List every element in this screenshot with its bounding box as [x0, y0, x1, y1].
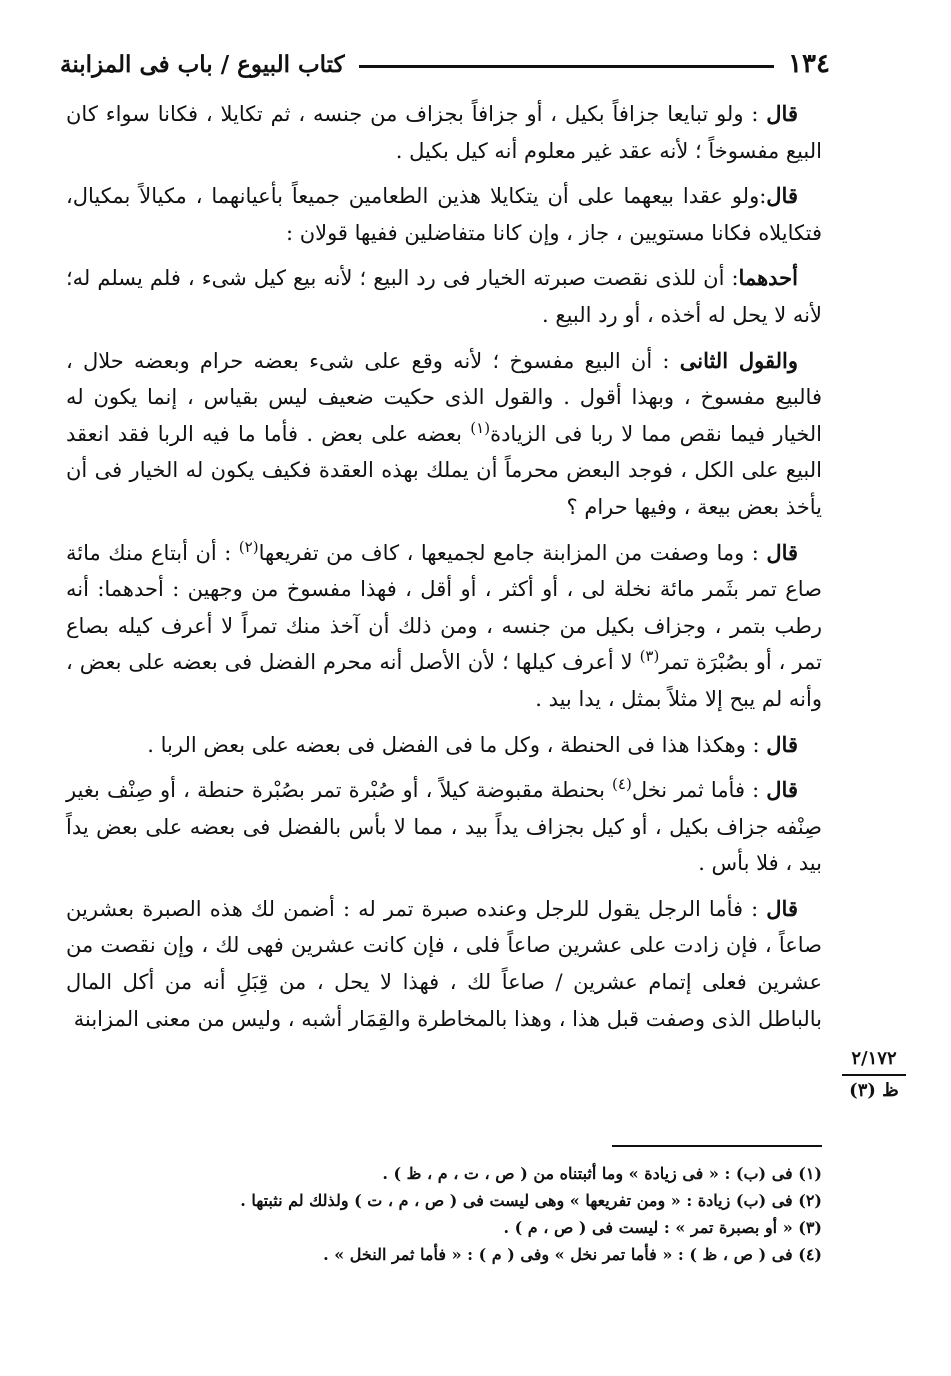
paragraph-text: :ولو عقدا بيعهما على أن يتكايلا هذين الطعامين جميعاً بأعيانهما ، مكيالاً بمكيال، فتكايلاه فكانا مستويين ، جاز ، وإن كانا متفاضلين ففيها قولان : [66, 184, 822, 245]
paragraph-lead: قال [766, 539, 799, 565]
paragraph-lead: قال [766, 183, 798, 209]
paragraph-3 [66, 260, 822, 333]
page-header [60, 44, 830, 84]
paragraph-text: : وما وصفت من المزابنة جامع لجميعها ، كاف من تفريعها [258, 540, 767, 565]
paragraph-lead: قال [766, 777, 798, 803]
paragraph-8 [66, 891, 822, 1037]
footnote-3: (٣) « أو بصبرة تمر » : ليست فى ( ص ، م ) . [503, 1218, 822, 1237]
paragraph-text: : فأما الرجل يقول للرجل وعنده صبرة تمر له : أضمن لك هذه الصبرة بعشرين صاعاً ، فإن زادت على عشرين صاعاً فلى ، فإن كانت عشرين فهى لك ، وإن نقصت من عشرين فعلى إتمام عشرين / صاعاً لك ، فهذا لا يحل ، من قِبَلِ أنه من أكل المال بالباطل الذى وصفت قبل هذا ، وهذا بالمخاطرة والقِمَار أشبه ، وليس من معنى المزابنة [66, 896, 822, 1031]
manuscript-margin-note [842, 1046, 906, 1104]
paragraph-text: : أن أبتاع منك مائة صاع تمر بثَمر مائة نخلة لى ، أو أكثر ، أو أقل ، فهذا مفسوخ من وجهين : أحدهما: أنه رطب بتمر ، وجزاف بكيل من جنسه ، ومن ذلك أن آخذ منك تمراً لا أعرف كيله بصاع تمر ، أو بصُبْرَة تمر [66, 540, 822, 675]
margin-note-folio: ٢/١٧٢ [851, 1048, 897, 1069]
paragraph-text: بحنطة مقبوضة كيلاً ، أو صُبْرة تمر بصُبْرة حنطة ، أو صِنْف بغير صِنْفه جزاف بكيل ، أو كيل بجزاف يداً بيد ، مما لا بأس بالفضل فى بعضه على بعض يداً بيد ، فلا بأس . [66, 778, 822, 876]
paragraph-1 [66, 96, 822, 169]
paragraph-text: : أن البيع مفسوخ ؛ لأنه وقع على شىء بعضه حرام وبعضه حلال ، فالبيع مفسوخ ، وبهذا أقول . والقول الذى حكيت ضعيف ليس بقياس ، إنما يكون له الخيار فيما نقص مما لا ربا فى الزيادة [66, 348, 822, 446]
footnote-ref-2[interactable]: (٢) [238, 537, 259, 556]
margin-note-rule [842, 1074, 906, 1076]
paragraph-text: : ولو تبايعا جزافاً بكيل ، أو جزافاً بجزاف من جنسه ، ثم تكايلا ، فكانا سواء كان البيع مفسوخاً ؛ لأنه عقد غير معلوم أنه كيل بكيل . [66, 102, 822, 163]
paragraph-7 [66, 772, 822, 882]
page-number: ١٣٤ [788, 49, 830, 79]
footnote-ref-1[interactable]: (١) [470, 418, 491, 437]
paragraph-6 [66, 727, 822, 764]
paragraph-lead: قال [766, 731, 798, 757]
paragraph-2 [66, 178, 822, 251]
paragraph-text: : فأما ثمر نخل [631, 778, 767, 803]
paragraph-text: لا أعرف كيلها ؛ لأن الأصل أنه محرم الفضل فى بعضه على بعض ، وأنه لم يبح إلا مثلاً بمثل ، يدا بيد . [66, 650, 822, 711]
paragraph-lead: قال [766, 101, 798, 126]
paragraph-4 [66, 343, 822, 526]
paragraph-text: بعضه على بعض . فأما ما فيه الربا فقد انعقد البيع على الكل ، فوجد البعض محرماً أن يملك بهذه العقدة فكيف يكون له الخيار فى أن يأخذ بعض بيعة ، وفيها حرام ؟ [66, 421, 822, 519]
paragraph-lead: قال [766, 895, 798, 921]
paragraph-lead: أحدهما [738, 265, 798, 291]
paragraph-5 [66, 535, 822, 718]
paragraph-lead: والقول الثانى [679, 347, 799, 373]
paragraph-text: : أن للذى نقصت صبرته الخيار فى رد البيع ؛ لأنه بيع كيل شىء ، فلم يسلم له؛ لأنه لا يحل له أخذه ، أو رد البيع . [66, 266, 822, 327]
margin-note-manuscript: ظ (٣) [849, 1080, 899, 1101]
footnote-ref-3[interactable]: (٣) [639, 647, 660, 666]
running-title: كتاب البيوع / باب فى المزابنة [60, 50, 345, 78]
footnote-separator [612, 1145, 822, 1147]
footnote-ref-4[interactable]: (٤) [612, 775, 632, 794]
header-rule [359, 65, 775, 68]
footnote-4: (٤) فى ( ص ، ظ ) : « فأما تمر نخل » وفى ( م ) : « فأما ثمر النخل » . [323, 1245, 822, 1264]
paragraph-text: : وهكذا هذا فى الحنطة ، وكل ما فى الفضل فى بعضه على بعض الربا . [147, 732, 767, 757]
footnote-2: (٢) فى (ب) زيادة : « ومن تفريعها » وهى ليست فى ( ص ، م ، ت ) ولذلك لم نثبتها . [240, 1191, 822, 1210]
footnote-1: (١) فى (ب) : « فى زيادة » وما أثبتناه من ( ص ، ت ، م ، ظ ) . [382, 1164, 822, 1183]
main-text [66, 96, 822, 1046]
footnotes [100, 1160, 822, 1268]
